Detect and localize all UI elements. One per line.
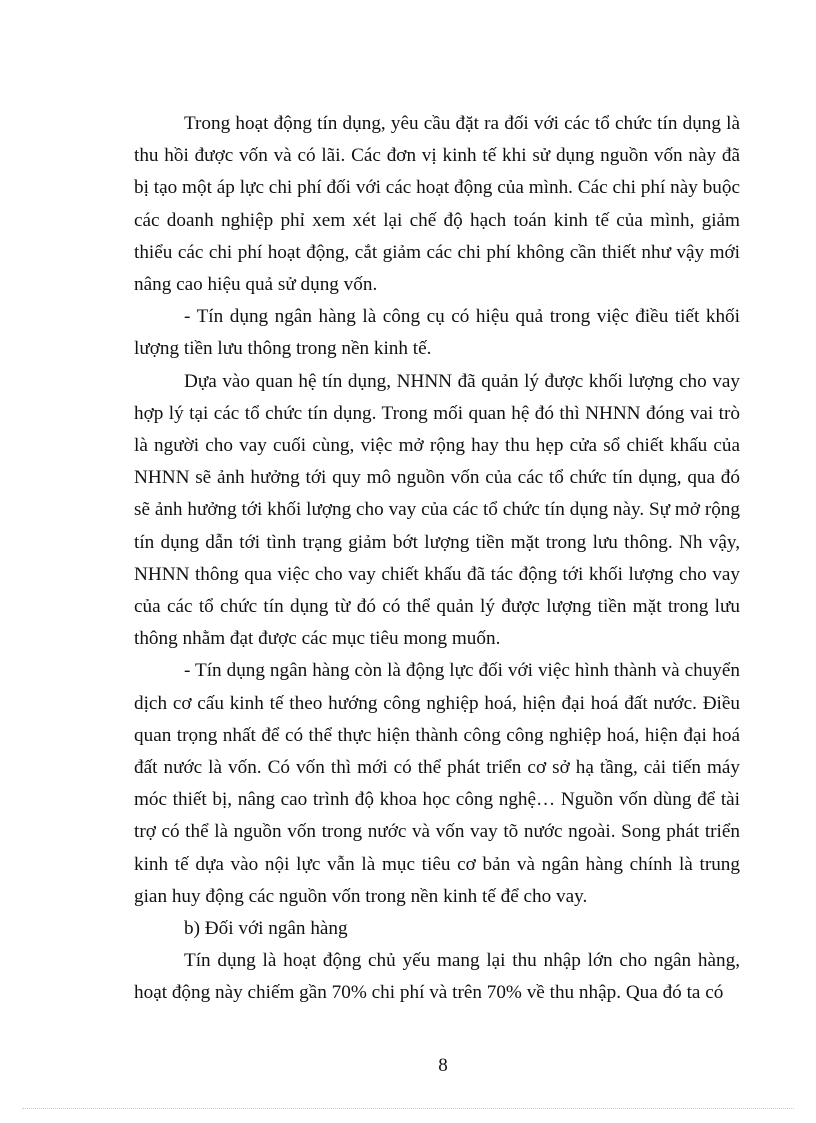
- paragraph-credit-relations: Dựa vào quan hệ tín dụng, NHNN đã quản lý được khối lượng cho vay hợp lý tại các tổ chức tín dụng. Trong mối quan hệ đó thì NHNN đóng vai trò là người cho vay cuối cùng, việc mở rộng hay thu hẹp cửa sổ chiết khấu của NHNN sẽ ảnh hưởng tới quy mô nguồn vốn của các tổ chức tín dụng, qua đó sẽ ảnh hưởng tới khối lượng cho vay của các tổ chức tín dụng này. Sự mở rộng tín dụng dẫn tới tình trạng giảm bớt lượng tiền mặt trong lưu thông. Nh vậy, NHNN thông qua việc cho vay chiết khấu đã tác động tới khối lượng cho vay của các tổ chức tín dụng từ đó có thể quản lý được lượng tiền mặt trong lưu thông nhằm đạt được các mục tiêu mong muốn.: [134, 370, 740, 650]
- section-heading-banks: b) Đối với ngân hàng: [184, 918, 348, 940]
- paragraph-economic-restructuring: - Tín dụng ngân hàng còn là động lực đối với việc hình thành và chuyển dịch cơ cấu kinh tế theo hướng công nghiệp hoá, hiện đại hoá đất nước. Điều quan trọng nhất để có thể thực hiện thành công công nghiệp hoá, hiện đại hoá đất nước là vốn. Có vốn thì mới có thể phát triển cơ sở hạ tầng, cải tiến máy móc thiết bị, nâng cao trình độ khoa học công nghệ… Nguồn vốn dùng để tài trợ có thể là nguồn vốn trong nước và vốn vay tõ nước ngoài. Song phát triển kinh tế dựa vào nội lực vẫn là mục tiêu cơ bản và ngân hàng chính là trung gian huy động các nguồn vốn trong nền kinh tế để cho vay.: [134, 660, 740, 907]
- paragraph-money-circulation: - Tín dụng ngân hàng là công cụ có hiệu quả trong việc điều tiết khối lượng tiền lưu thông trong nền kinh tế.: [134, 306, 740, 360]
- paragraph-credit-recovery: Trong hoạt động tín dụng, yêu cầu đặt ra đối với các tổ chức tín dụng là thu hồi được vốn và có lãi. Các đơn vị kinh tế khi sử dụng nguồn vốn này đã bị tạo một áp lực chi phí đối với các hoạt động của mình. Các chi phí này buộc các doanh nghiệp phỉ xem xét lại chế độ hạch toán kinh tế của mình, giảm thiểu các chi phí hoạt động, cắt giảm các chi phí không cần thiết như vậy mới nâng cao hiệu quả sử dụng vốn.: [134, 113, 740, 296]
- page-number: 8: [438, 1055, 448, 1076]
- body-text: [134, 108, 740, 1010]
- page-bottom-divider: [22, 1108, 794, 1109]
- paragraph-bank-income: Tín dụng là hoạt động chủ yếu mang lại thu nhập lớn cho ngân hàng, hoạt động này chiếm gần 70% chi phí và trên 70% về thu nhập. Qua đó ta có: [134, 950, 740, 1004]
